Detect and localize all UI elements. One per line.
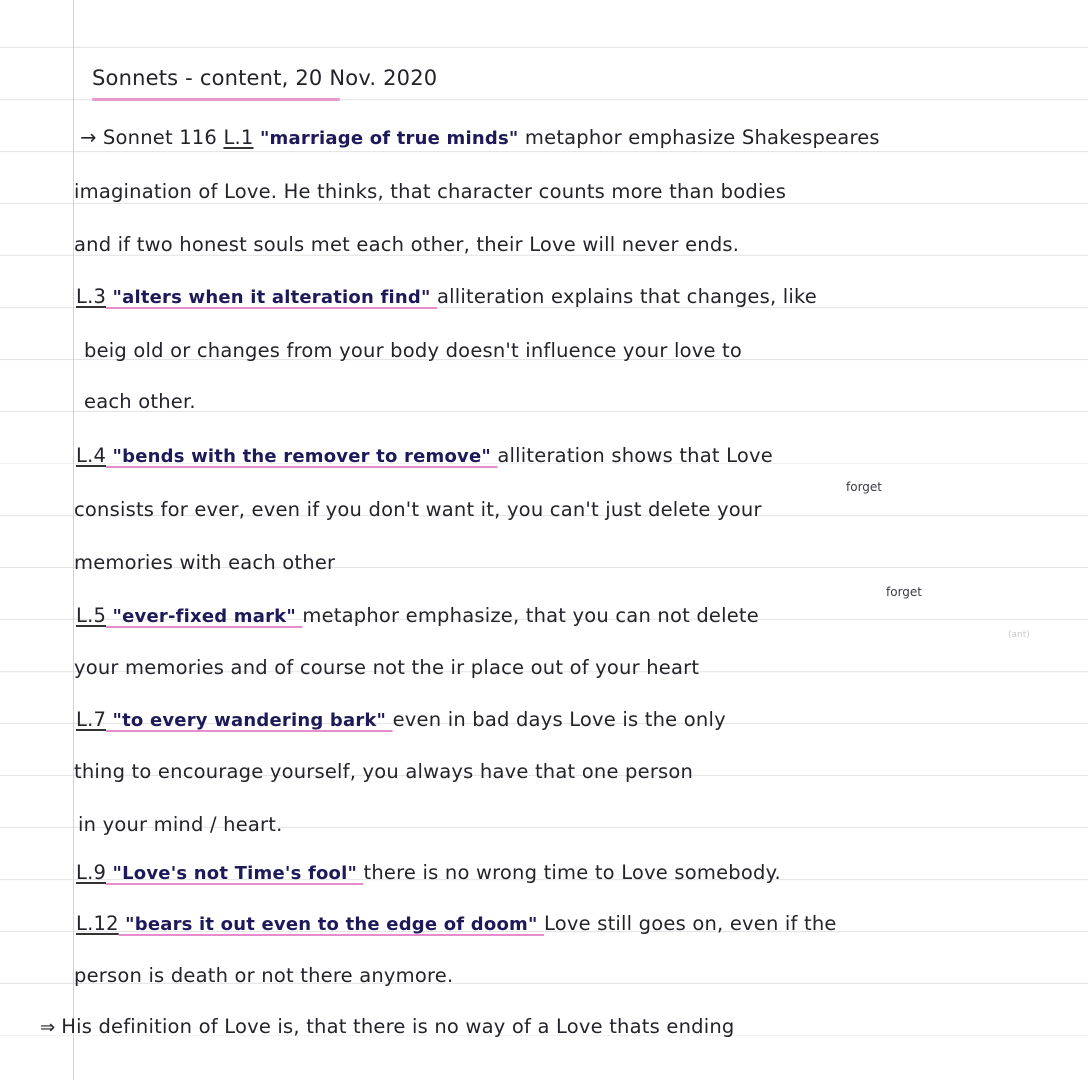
note-line-16 (76, 912, 837, 935)
line-quote: "ever-fixed mark" (106, 606, 303, 627)
line-quote: "bends with the remover to remove" (106, 446, 498, 467)
line-text: in your mind / heart. (78, 813, 283, 836)
note-line-7 (76, 444, 773, 467)
title-underline (92, 98, 340, 101)
note-line-17 (74, 964, 453, 987)
note-line-1 (80, 126, 880, 149)
note-line-10 (76, 604, 759, 627)
line-text: Love still goes on, even if the (544, 912, 837, 935)
line-reference: L.5 (76, 604, 107, 627)
line-text: person is death or not there anymore. (74, 964, 454, 987)
note-line-5 (84, 339, 742, 362)
note-line-8 (74, 498, 762, 521)
note-line-6 (84, 390, 196, 413)
line-reference: L.9 (76, 861, 107, 884)
line-text: metaphor emphasize, that you can not delete (302, 604, 759, 627)
line-text: alliteration shows that Love (497, 444, 773, 467)
note-line-11 (74, 656, 699, 679)
line-text: alliteration explains that changes, like (437, 285, 818, 308)
page-title (92, 66, 437, 90)
note-line-2 (74, 180, 786, 203)
note-line-9 (74, 551, 335, 574)
note-line-3 (74, 233, 739, 256)
line-quote: "Love's not Time's fool" (106, 863, 364, 884)
line-reference: L.1 (223, 126, 254, 149)
line-text: there is no wrong time to Love somebody. (363, 861, 781, 884)
note-line-18-conclusion (40, 1015, 734, 1038)
note-line-12 (76, 708, 726, 731)
line-text: consists for ever, even if you don't want it, you can't just delete your (74, 498, 762, 521)
line-text: imagination of Love. He thinks, that character counts more than bodies (74, 180, 787, 203)
line-quote: "marriage of true minds" (253, 128, 525, 149)
line-text: and if two honest souls met each other, their Love will never ends. (74, 233, 740, 256)
note-line-14 (78, 813, 283, 836)
margin-note-forget-2: forget (886, 585, 922, 599)
line-text: metaphor emphasize Shakespeares (524, 126, 880, 149)
line-text: memories with each other (74, 551, 336, 574)
margin-line (73, 0, 74, 1080)
line-reference: L.4 (76, 444, 107, 467)
line-quote: "to every wandering bark" (106, 710, 393, 731)
line-text: His definition of Love is, that there is no way of a Love thats ending (61, 1015, 735, 1038)
line-reference: L.3 (76, 285, 107, 308)
line-prefix: → Sonnet 116 (80, 126, 224, 149)
title-date: , 20 Nov. 2020 (281, 66, 438, 90)
line-quote: "alters when it alteration find" (106, 287, 438, 308)
line-text: even in bad days Love is the only (392, 708, 726, 731)
line-text: each other. (84, 390, 196, 413)
note-line-13 (74, 760, 693, 783)
line-text: beig old or changes from your body doesn't influence your love to (84, 339, 743, 362)
line-text: your memories and of course not the ir place out of your heart (74, 656, 700, 679)
double-arrow-icon: ⇒ (40, 1017, 62, 1038)
line-text: thing to encourage yourself, you always have that one person (74, 760, 694, 783)
faint-margin-note: (ant) (1008, 630, 1030, 640)
note-line-4 (76, 285, 817, 308)
line-quote: "bears it out even to the edge of doom" (118, 914, 545, 935)
note-line-15 (76, 861, 781, 884)
line-reference: L.12 (76, 912, 119, 935)
title-heading: Sonnets - content (92, 66, 282, 90)
line-reference: L.7 (76, 708, 107, 731)
margin-note-forget-1: forget (846, 480, 882, 494)
